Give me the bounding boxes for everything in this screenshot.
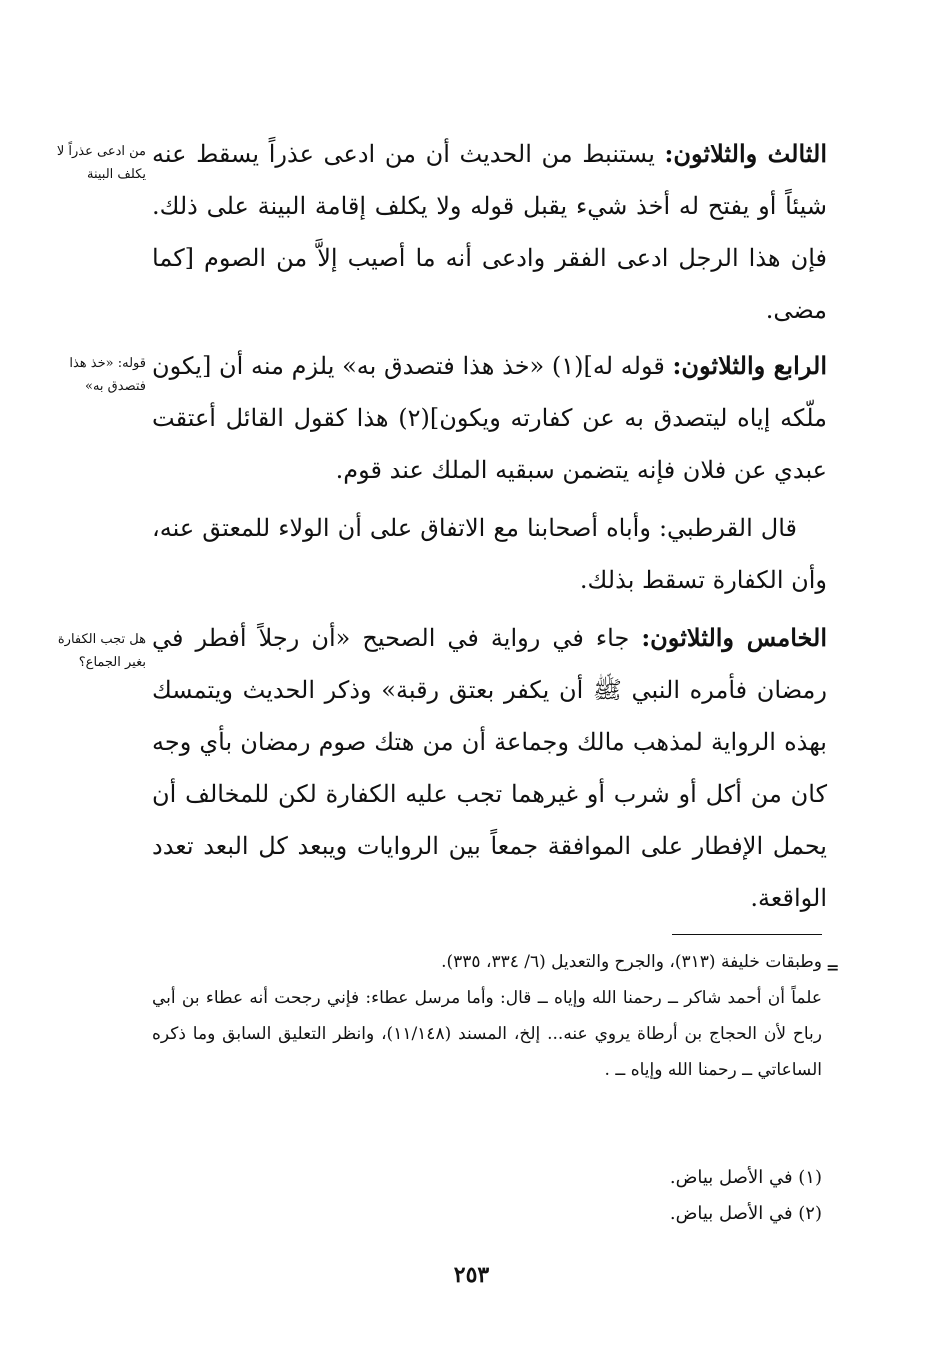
footnotes-list <box>152 1160 822 1232</box>
paragraph-33-text: يستنبط من الحديث أن من ادعى عذراً يسقط عنه شيئاً أو يفتح له أخذ شيء يقبل قوله ولا يكلف إقامة البينة على ذلك. فإن هذا الرجل ادعى الفقر وادعى أنه ما أصيب إلاَّ من الصوم [كما مضى. <box>152 140 827 324</box>
paragraph-34-lead: الرابع والثلاثون: <box>672 351 827 380</box>
paragraph-qurtubi <box>152 502 827 606</box>
paragraph-33 <box>152 128 827 336</box>
page-number: ٢٥٣ <box>453 1262 490 1288</box>
footnote-2: (٢) في الأصل بياض. <box>669 1203 822 1224</box>
paragraph-34 <box>152 340 827 496</box>
footnote-continuation-paragraph: علماً أن أحمد شاكر ــ رحمنا الله وإياه ــ قال: وأما مرسل عطاء: فإني رجحت أنه عطاء بن أبي رباح لأن الحجاج بن أرطاة يروي عنه... إلخ، المسند (١١/١٤٨)، وانظر التعليق السابق وما ذكره الساعاتي ــ رحمنا الله وإياه ــ . <box>152 988 822 1080</box>
paragraph-35 <box>152 612 827 924</box>
footnote-continuation-line: وطبقات خليفة (٣١٣)، والجرح والتعديل (٦/ ٣٣٤، ٣٣٥). <box>441 952 822 972</box>
side-note-2: قوله: «خذ هذا فتصدق به» <box>69 356 146 394</box>
paragraph-35-text: جاء في رواية في الصحيح «أن رجلاً أفطر في رمضان فأمره النبي ﷺ أن يكفر بعتق رقبة» وذكر الحديث ويتمسك بهذه الرواية لمذهب مالك وجماعة أن من هتك صوم رمضان بأي وجه كان من أكل أو شرب أو غيرهما تجب عليه الكفارة لكن للمخالف أن يحمل الإفطار على الموافقة جمعاً بين الروايات ويبعد كل البعد تعدد الواقعة. <box>152 624 827 912</box>
paragraph-35-lead: الخامس والثلاثون: <box>641 623 827 652</box>
paragraph-34-text: قوله له](١) «خذ هذا فتصدق به» يلزم منه أن [يكون ملّكه إياه ليتصدق به عن كفارته ويكون](٢) هذا كقول القائل أعتقت عبدي عن فلان فإنه يتضمن سبقيه الملك عند قوم. <box>152 352 827 484</box>
side-note-3: هل تجب الكفارة بغير الجماع؟ <box>57 632 146 670</box>
side-note-1: من ادعى عذراً لا يكلف البينة <box>56 144 146 182</box>
footnote-continuation <box>152 944 822 1088</box>
paragraph-qurtubi-text: قال القرطبي: وأباه أصحابنا مع الاتفاق على أن الولاء للمعتق عنه، وأن الكفارة تسقط بذلك. <box>152 514 827 594</box>
footnote-1: (١) في الأصل بياض. <box>669 1167 822 1188</box>
footnote-separator <box>672 934 822 935</box>
footnote-continuation-marker: = <box>826 958 840 977</box>
paragraph-33-lead: الثالث والثلاثون: <box>664 139 827 168</box>
